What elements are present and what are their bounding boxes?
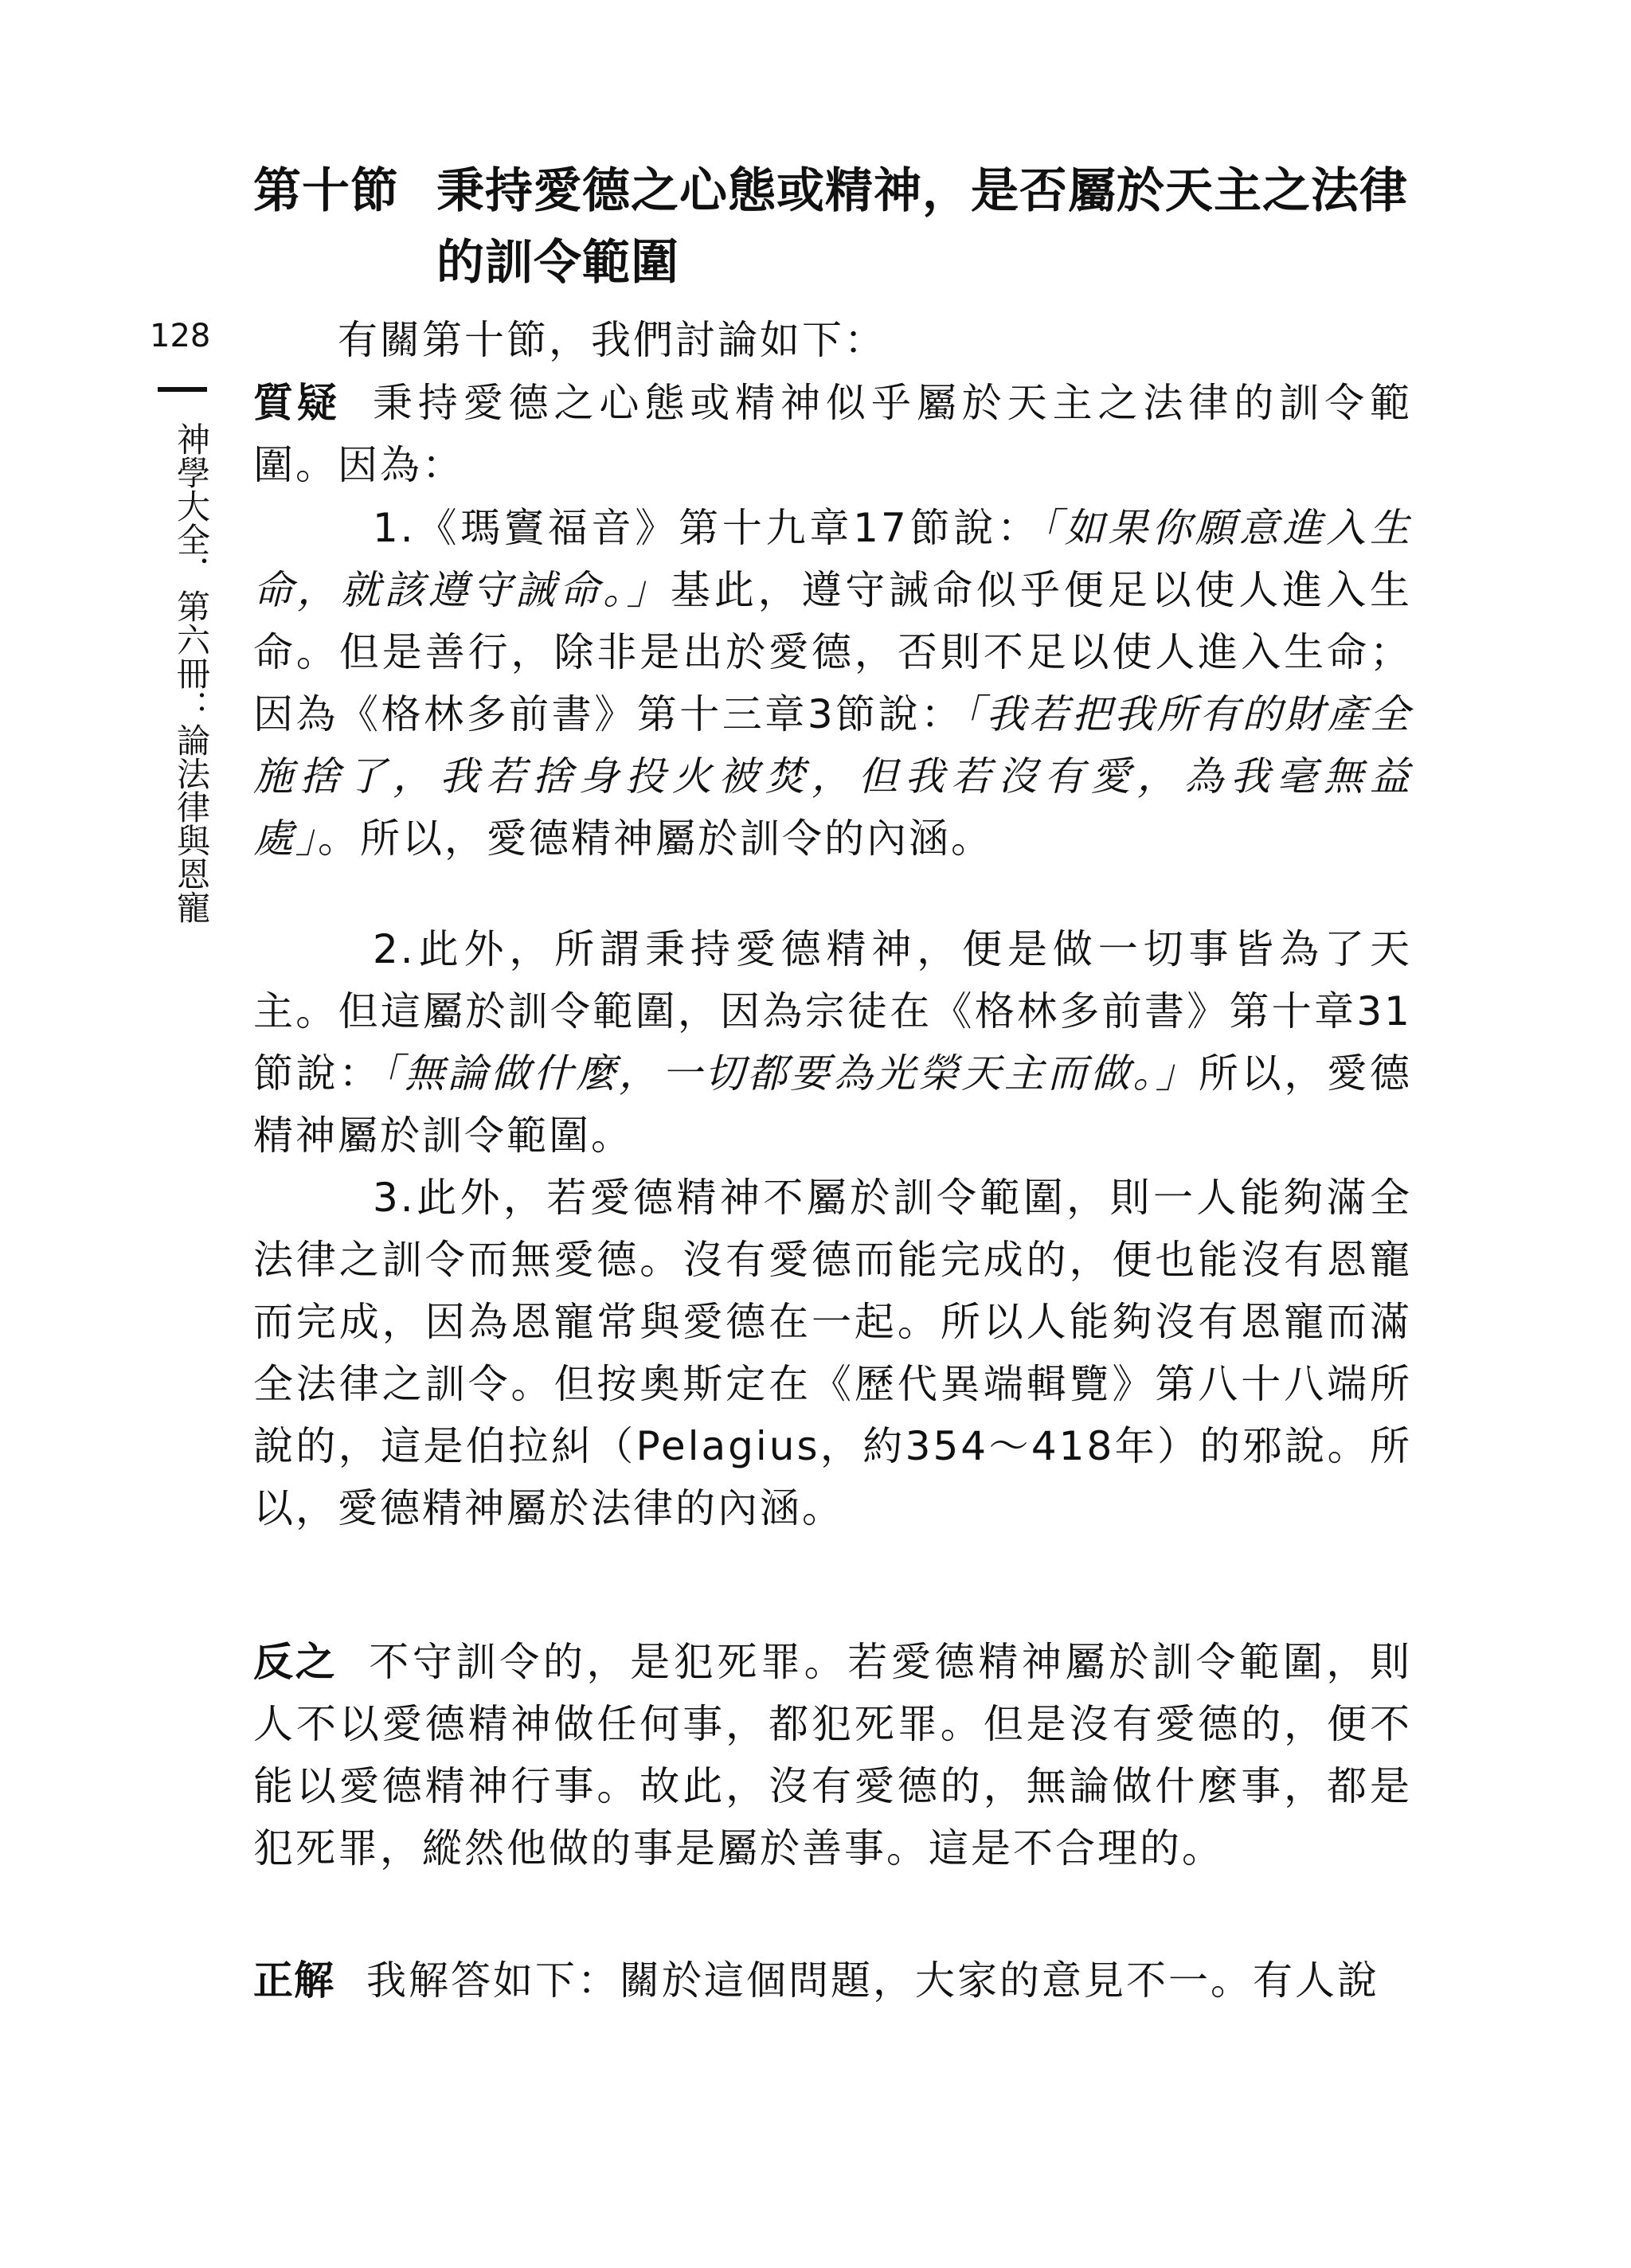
objections-lead-text: 秉持愛德之心態或精神似乎屬於天主之法律的訓令範圍。因為： xyxy=(253,380,1413,488)
objections-lead xyxy=(253,372,1412,496)
objection-1 xyxy=(253,497,1412,870)
section-title xyxy=(253,155,1424,299)
objection-1-prefix: 1.《瑪竇福音》第十九章17節說： xyxy=(373,505,1041,551)
objection-3: 3.此外，若愛德精神不屬於訓令範圍，則一人能夠滿全法律之訓令而無愛德。沒有愛德而能完成的，便也能沒有恩寵而完成，因為恩寵常與愛德在一起。所以人能夠沒有恩寵而滿全法律之訓令。但按奧斯定在《歷代異端輯覽》第八十八端所說的，這是伯拉糾（Pelagius，約354～418年）的邪說。所以，愛德精神屬於法律的內涵。 xyxy=(253,1175,1412,1531)
answer-text: 我解答如下：關於這個問題，大家的意見不一。有人說 xyxy=(366,1957,1379,2004)
sed-contra-label: 反之 xyxy=(253,1639,338,1685)
objection-2-text: 所以，愛德精神屬於訓令範圍。 xyxy=(253,1050,1413,1159)
objection-1-quote-2: 「我若把我所有的財產全施捨了，我若捨身投火被焚，但我若沒有愛，為我毫無益處」 xyxy=(253,691,1413,862)
objection-1-quote-1: 「如果你願意進入生命，就該遵守誡命。」 xyxy=(253,505,1413,613)
objection-1-text-2: 。所以，愛德精神屬於訓令的內涵。 xyxy=(318,815,993,862)
objection-1-text-1: 基此，遵守誡命似乎便足以使人進入生命。但是善行，除非是出於愛德，否則不足以使人進入生命；因為《格林多前書》第十三章3節說： xyxy=(253,567,1413,737)
objection-2-quote: 「無論做什麼，一切都要為光榮天主而做。」 xyxy=(381,1050,1199,1097)
answer-label: 正解 xyxy=(253,1957,334,2004)
objections-label: 質疑 xyxy=(253,380,341,426)
section-title-line2: 的訓令範圍 xyxy=(436,235,679,291)
answer xyxy=(253,1949,1412,2012)
running-head-rule xyxy=(158,387,207,392)
section-title-line1: 秉持愛德之心態或精神，是否屬於天主之法律 xyxy=(436,163,1408,219)
objection-2 xyxy=(253,918,1412,1167)
section-number: 第十節 xyxy=(253,163,399,219)
intro-paragraph: 有關第十節，我們討論如下： xyxy=(338,317,886,363)
sed-contra xyxy=(253,1631,1412,1879)
running-head: 神學大全．第六冊：論法律與恩寵 xyxy=(172,422,211,924)
objection-2-prefix: 2.此外，所謂秉持愛德精神，便是做一切事皆為了天主。但這屬於訓令範圍，因為宗徒在《格林多前書》第十章31節說： xyxy=(253,926,1412,1097)
sed-contra-text: 不守訓令的，是犯死罪。若愛德精神屬於訓令範圍，則人不以愛德精神做任何事，都犯死罪。但是沒有愛德的，便不能以愛德精神行事。故此，沒有愛德的，無論做什麼事，都是犯死罪，縱然他做的事是屬於善事。這是不合理的。 xyxy=(253,1639,1413,1871)
page-number: 128 xyxy=(150,318,211,354)
